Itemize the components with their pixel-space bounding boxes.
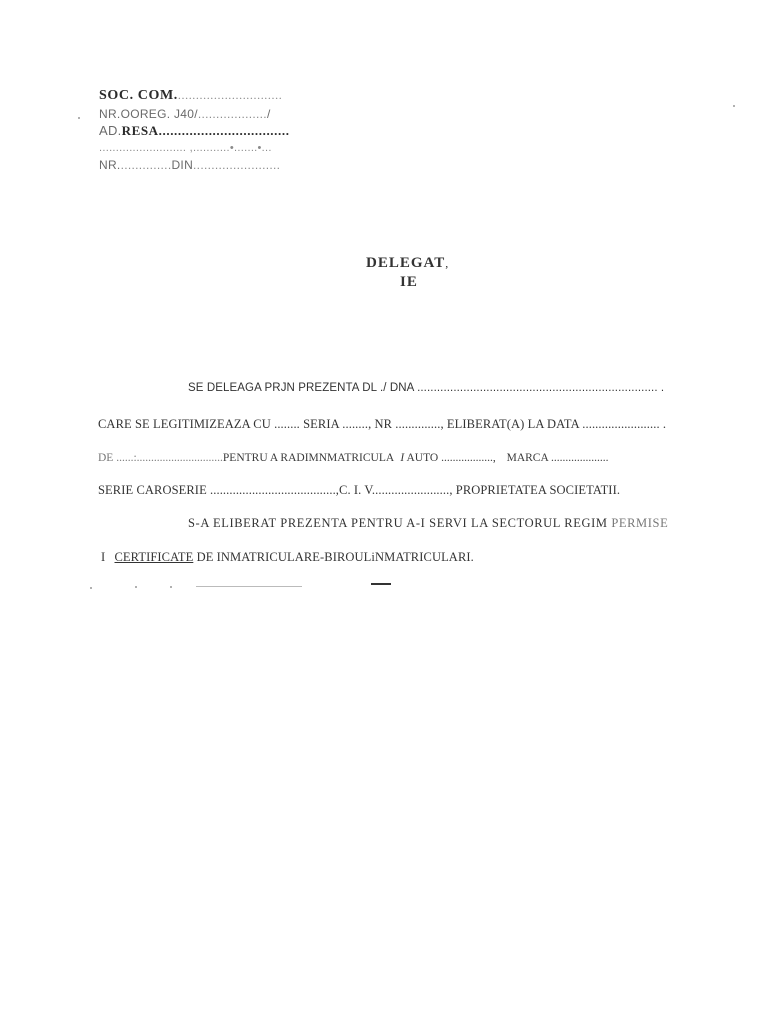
certificates-prefix: I xyxy=(101,550,106,564)
address-line xyxy=(99,122,290,140)
identification-line: CARE SE LEGITIMIZEAZA CU ........ SERIA ........, NR .............., ELIBERAT(A) LA DATA ........................ . xyxy=(98,417,667,431)
address-label-suffix: RESA xyxy=(121,123,159,138)
issued-line xyxy=(188,516,668,531)
cropped-rule xyxy=(371,583,391,585)
number-dots: .............. xyxy=(120,158,172,172)
issued-permits: PERMISE xyxy=(611,516,669,530)
registration-slash: / xyxy=(266,107,271,121)
address-label-prefix: AD. xyxy=(99,123,122,138)
chassis-line: SERIE CAROSERIE .......................................,C. I. V........................, PROPRIETATEA SOCIETATII. xyxy=(98,483,621,497)
title-line-one: DELEGAT xyxy=(366,255,446,271)
number-date-line xyxy=(99,158,280,172)
address-dots: .................................. xyxy=(158,123,290,138)
locality-line: .......................... ,...........•.......•... xyxy=(99,142,272,154)
document-title xyxy=(366,255,449,272)
scan-speck xyxy=(170,586,172,588)
scan-speck xyxy=(733,105,735,107)
registration-label: NR.OOREG. J40/ xyxy=(99,107,198,121)
company-line xyxy=(99,88,282,104)
number-label: NR. xyxy=(99,158,121,172)
scan-speck xyxy=(135,586,137,588)
title-line-two: IE xyxy=(400,274,418,290)
date-label: DIN xyxy=(171,158,194,172)
title-line-one-mark: , xyxy=(445,256,450,270)
registration-line xyxy=(99,107,271,121)
issued-text: S-A ELIBERAT PREZENTA PENTRU A-I SERVI LA SECTORUL REGIM xyxy=(188,516,608,530)
certificates-line xyxy=(101,550,474,565)
cropped-text-remnant xyxy=(196,586,302,587)
vehicle-registration-letter: I xyxy=(400,452,405,464)
vehicle-registration-prefix: DE ......:.............................. xyxy=(98,452,223,464)
company-dots: ............................. xyxy=(177,88,283,102)
vehicle-registration-line xyxy=(98,452,609,464)
vehicle-registration-purpose: PENTRU A RADIMNMATRICULA xyxy=(222,452,394,464)
vehicle-brand: MARCA .................... xyxy=(506,452,609,464)
delegation-line: SE DELEAGA PRJN PREZENTA DL ./ DNA ......................................................................... . xyxy=(188,382,665,394)
registration-dots: ................... xyxy=(197,107,267,121)
date-dots: ........................ xyxy=(193,158,281,172)
vehicle-registration-auto: AUTO .................., xyxy=(406,452,496,464)
scan-speck xyxy=(90,587,92,589)
scan-speck xyxy=(78,117,80,119)
certificates-suffix: DE INMATRICULARE-BIROULiNMATRICULARI. xyxy=(196,550,474,564)
certificates-word: CERTIFICATE xyxy=(114,550,194,564)
company-label: SOC. COM. xyxy=(99,88,178,103)
